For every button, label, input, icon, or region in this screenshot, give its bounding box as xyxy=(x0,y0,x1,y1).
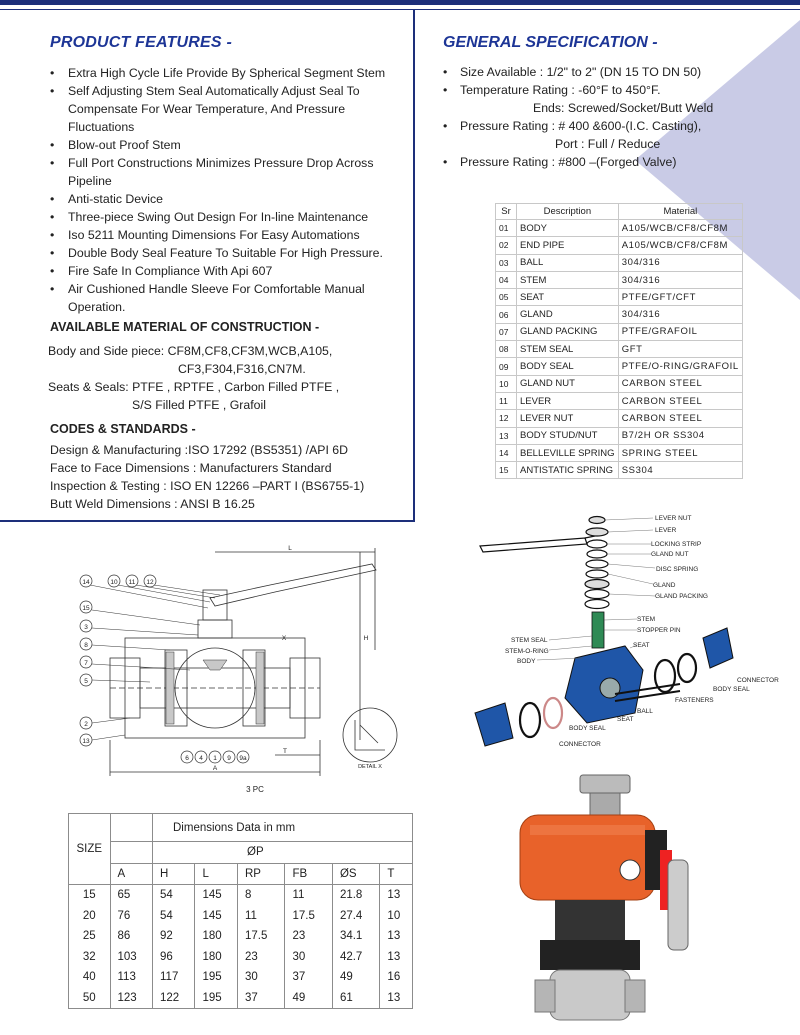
product-features-list xyxy=(50,64,400,316)
dim-cell: 65 xyxy=(110,885,152,906)
callout-3: 3 xyxy=(84,624,88,631)
material-row xyxy=(496,427,743,444)
material-description: LEVER NUT xyxy=(517,410,619,427)
feature-item: • Extra High Cycle Life Provide By Spherical Segment Stem xyxy=(50,64,400,82)
callout-11: 11 xyxy=(128,579,136,586)
material-row xyxy=(496,462,743,479)
label-seat: SEAT xyxy=(633,642,650,649)
dim-cell: 17.5 xyxy=(237,926,284,947)
material-value: 304/316 xyxy=(618,271,742,288)
detail-x-label: DETAIL X xyxy=(358,764,382,770)
material-description: BODY STUD/NUT xyxy=(517,427,619,444)
dimensions-table xyxy=(68,813,413,1009)
dim-cell: 27.4 xyxy=(332,906,379,927)
dim-cell: 145 xyxy=(195,906,237,927)
header-sr: Sr xyxy=(496,204,517,220)
dim-row xyxy=(69,906,413,927)
materials-heading: AVAILABLE MATERIAL OF CONSTRUCTION - xyxy=(50,320,320,334)
code-item: Inspection & Testing : ISO EN 12266 –PART I (BS6755-1) xyxy=(50,479,365,493)
dim-size-cell: 40 xyxy=(69,967,111,988)
dim-cell: 103 xyxy=(110,947,152,968)
dim-group-header: Dimensions Data in mm xyxy=(153,814,413,842)
material-row xyxy=(496,323,743,340)
dim-cell: 96 xyxy=(153,947,195,968)
spec-pressure-casting: • Pressure Rating : # 400 &600-(I.C. Casting), xyxy=(443,117,783,135)
callout-7: 7 xyxy=(84,660,88,667)
material-sr: 08 xyxy=(496,341,517,358)
material-value: B7/2H OR SS304 xyxy=(618,427,742,444)
material-value: SPRING STEEL xyxy=(618,444,742,461)
dim-cell: 117 xyxy=(153,967,195,988)
dim-size-cell: 25 xyxy=(69,926,111,947)
dim-cell: 49 xyxy=(285,988,332,1009)
dim-cell: 34.1 xyxy=(332,926,379,947)
dim-row xyxy=(69,926,413,947)
header-description: Description xyxy=(517,204,619,220)
spec-ends: Ends: Screwed/Socket/Butt Weld xyxy=(533,101,714,115)
material-value: A105/WCB/CF8/CF8M xyxy=(618,237,742,254)
material-sr: 01 xyxy=(496,220,517,237)
codes-heading: CODES & STANDARDS - xyxy=(50,422,196,436)
dim-size-cell: 50 xyxy=(69,988,111,1009)
material-row xyxy=(496,220,743,237)
dim-row xyxy=(69,967,413,988)
material-description: GLAND NUT xyxy=(517,375,619,392)
code-item: Butt Weld Dimensions : ANSI B 16.25 xyxy=(50,497,255,511)
material-description: BALL xyxy=(517,254,619,271)
feature-item: • Full Port Constructions Minimizes Pressure Drop Across Pipeline xyxy=(50,154,400,190)
dim-cell: 17.5 xyxy=(285,906,332,927)
dim-size-cell: 20 xyxy=(69,906,111,927)
col-l: L xyxy=(195,863,237,885)
label-stem-o-ring: STEM-O-RING xyxy=(505,648,549,655)
material-value: GFT xyxy=(618,341,742,358)
dim-cell: 13 xyxy=(380,988,413,1009)
callout-10: 10 xyxy=(110,579,118,586)
dim-cell: 23 xyxy=(237,947,284,968)
material-row xyxy=(496,306,743,323)
label-gland: GLAND xyxy=(653,582,676,589)
dim-cell: 54 xyxy=(153,885,195,906)
label-connector: CONNECTOR xyxy=(737,677,779,684)
material-value: CARBON STEEL xyxy=(618,375,742,392)
dim-size-cell: 15 xyxy=(69,885,111,906)
col-fb: FB xyxy=(285,863,332,885)
material-row xyxy=(496,289,743,306)
material-description: LEVER xyxy=(517,392,619,409)
material-description: END PIPE xyxy=(517,237,619,254)
dim-size-cell: 32 xyxy=(69,947,111,968)
dim-cell: 13 xyxy=(380,947,413,968)
dim-label-l: L xyxy=(288,545,292,552)
callout-8: 8 xyxy=(84,642,88,649)
callout-13: 13 xyxy=(82,738,90,745)
feature-item: • Air Cushioned Handle Sleeve For Comfortable Manual Operation. xyxy=(50,280,400,316)
feature-item: • Iso 5211 Mounting Dimensions For Easy Automations xyxy=(50,226,400,244)
dim-cell: 42.7 xyxy=(332,947,379,968)
dim-cell: 145 xyxy=(195,885,237,906)
material-row xyxy=(496,392,743,409)
dim-cell: 122 xyxy=(153,988,195,1009)
material-sr: 05 xyxy=(496,289,517,306)
size-header: SIZE xyxy=(69,814,111,885)
callout-4: 4 xyxy=(199,755,203,762)
material-sr: 02 xyxy=(496,237,517,254)
sectional-drawing xyxy=(70,540,420,800)
material-sr: 04 xyxy=(496,271,517,288)
dim-cell: 86 xyxy=(110,926,152,947)
dim-cell: 92 xyxy=(153,926,195,947)
dim-cell: 11 xyxy=(237,906,284,927)
callout-5: 5 xyxy=(84,678,88,685)
dim-row xyxy=(69,947,413,968)
material-sr: 10 xyxy=(496,375,517,392)
material-description: BODY xyxy=(517,220,619,237)
label-gland-packing: GLAND PACKING xyxy=(655,593,708,600)
material-value: 304/316 xyxy=(618,306,742,323)
material-sr: 07 xyxy=(496,323,517,340)
material-description: BELLEVILLE SPRING xyxy=(517,444,619,461)
material-table-header xyxy=(496,204,743,220)
material-row xyxy=(496,444,743,461)
label-stem: STEM xyxy=(637,616,656,623)
dim-cell: 49 xyxy=(332,967,379,988)
spec-port: Port : Full / Reduce xyxy=(555,137,661,151)
dim-label-x: X xyxy=(281,635,287,642)
material-value: CARBON STEEL xyxy=(618,410,742,427)
dim-cell: 195 xyxy=(195,988,237,1009)
dim-cell: 37 xyxy=(285,967,332,988)
label-connector-2: CONNECTOR xyxy=(559,741,601,748)
feature-item: • Self Adjusting Stem Seal Automatically Adjust Seal To Compensate For Wear Temperature, And Pressure Fluctuations xyxy=(50,82,400,136)
dim-label-a: A xyxy=(212,765,218,772)
dim-cell: 180 xyxy=(195,926,237,947)
drawing-caption: 3 PC xyxy=(246,785,264,794)
dim-row xyxy=(69,885,413,906)
material-description: STEM xyxy=(517,271,619,288)
materials-seats-line: Seats & Seals: PTFE , RPTFE , Carbon Filled PTFE , xyxy=(48,380,340,394)
dim-cell: 180 xyxy=(195,947,237,968)
material-value: PTFE/GFT/CFT xyxy=(618,289,742,306)
callout-14: 14 xyxy=(82,579,90,586)
material-description: SEAT xyxy=(517,289,619,306)
code-item: Face to Face Dimensions : Manufacturers Standard xyxy=(50,461,332,475)
material-value: SS304 xyxy=(618,462,742,479)
material-description: ANTISTATIC SPRING xyxy=(517,462,619,479)
material-row xyxy=(496,341,743,358)
material-sr: 03 xyxy=(496,254,517,271)
materials-seats-line: S/S Filled PTFE , Grafoil xyxy=(132,398,266,412)
label-body-seal: BODY SEAL xyxy=(713,686,750,693)
material-value: PTFE/GRAFOIL xyxy=(618,323,742,340)
feature-item: • Double Body Seal Feature To Suitable For High Pressure. xyxy=(50,244,400,262)
label-stem-seal: STEM SEAL xyxy=(511,637,548,644)
material-row xyxy=(496,237,743,254)
material-row xyxy=(496,358,743,375)
callout-9a: 9a xyxy=(239,755,247,762)
label-disc-spring: DISC SPRING xyxy=(656,566,699,573)
material-row xyxy=(496,375,743,392)
materials-body-line: Body and Side piece: CF8M,CF8,CF3M,WCB,A105, xyxy=(48,344,333,358)
dim-cell: 37 xyxy=(237,988,284,1009)
material-description: GLAND PACKING xyxy=(517,323,619,340)
dim-columns-row xyxy=(69,863,413,885)
dim-cell: 113 xyxy=(110,967,152,988)
dim-p-header: ØP xyxy=(153,842,413,864)
general-specification-heading: GENERAL SPECIFICATION - xyxy=(443,34,658,51)
label-lever: LEVER xyxy=(655,527,677,534)
dim-cell: 21.8 xyxy=(332,885,379,906)
col-rp: RP xyxy=(237,863,284,885)
material-description: GLAND xyxy=(517,306,619,323)
dim-cell: 10 xyxy=(380,906,413,927)
dim-cell: 23 xyxy=(285,926,332,947)
callout-2: 2 xyxy=(84,721,88,728)
dim-header-row xyxy=(69,814,413,842)
dim-cell: 13 xyxy=(380,926,413,947)
material-row xyxy=(496,254,743,271)
col-t: T xyxy=(380,863,413,885)
col-a: A xyxy=(110,863,152,885)
label-ball: BALL xyxy=(637,708,653,715)
label-body: BODY xyxy=(517,658,536,665)
dim-cell: 30 xyxy=(285,947,332,968)
spec-pressure-forged: • Pressure Rating : #800 –(Forged Valve) xyxy=(443,153,783,171)
code-item: Design & Manufacturing :ISO 17292 (BS5351) /API 6D xyxy=(50,443,349,457)
material-row xyxy=(496,271,743,288)
actuated-valve-photo xyxy=(510,770,705,1028)
material-sr: 15 xyxy=(496,462,517,479)
spec-temperature: • Temperature Rating : -60°F to 450°F. xyxy=(443,81,783,99)
dim-label-h: H xyxy=(363,635,369,642)
dim-cell: 54 xyxy=(153,906,195,927)
label-gland-nut: GLAND NUT xyxy=(651,551,689,558)
dim-cell: 123 xyxy=(110,988,152,1009)
label-lever-nut: LEVER NUT xyxy=(655,515,692,522)
dim-row xyxy=(69,988,413,1009)
dim-cell: 11 xyxy=(285,885,332,906)
dim-cell: 30 xyxy=(237,967,284,988)
header-material: Material xyxy=(618,204,742,220)
dim-cell: 8 xyxy=(237,885,284,906)
label-locking-strip: LOCKING STRIP xyxy=(651,541,702,548)
material-description: STEM SEAL xyxy=(517,341,619,358)
dim-cell: 195 xyxy=(195,967,237,988)
label-body-seal-2: BODY SEAL xyxy=(569,725,606,732)
material-sr: 13 xyxy=(496,427,517,444)
material-table xyxy=(495,203,743,479)
material-description: BODY SEAL xyxy=(517,358,619,375)
top-border xyxy=(0,0,800,5)
dim-cell: 13 xyxy=(380,885,413,906)
product-features-heading: PRODUCT FEATURES - xyxy=(50,34,232,51)
callout-12: 12 xyxy=(146,579,154,586)
callout-6: 6 xyxy=(185,755,189,762)
exploded-view xyxy=(465,508,795,758)
label-fasteners: FASTENERS xyxy=(675,697,714,704)
specification-list xyxy=(443,63,783,171)
callout-1: 1 xyxy=(213,755,217,762)
label-stopper-pin: STOPPER PIN xyxy=(637,627,681,634)
feature-item: • Fire Safe In Compliance With Api 607 xyxy=(50,262,400,280)
label-seat-2: SEAT xyxy=(617,716,634,723)
callout-15: 15 xyxy=(82,605,90,612)
dim-cell: 76 xyxy=(110,906,152,927)
callout-9: 9 xyxy=(227,755,231,762)
dim-cell: 16 xyxy=(380,967,413,988)
col-h: H xyxy=(153,863,195,885)
material-sr: 06 xyxy=(496,306,517,323)
material-value: PTFE/O-RING/GRAFOIL xyxy=(618,358,742,375)
material-sr: 12 xyxy=(496,410,517,427)
materials-text xyxy=(48,342,408,414)
material-value: A105/WCB/CF8/CF8M xyxy=(618,220,742,237)
materials-body-line: CF3,F304,F316,CN7M. xyxy=(178,362,306,376)
feature-item: • Three-piece Swing Out Design For In-line Maintenance xyxy=(50,208,400,226)
material-sr: 09 xyxy=(496,358,517,375)
material-value: CARBON STEEL xyxy=(618,392,742,409)
dim-label-t: T xyxy=(283,748,287,755)
material-row xyxy=(496,410,743,427)
col-s: ØS xyxy=(332,863,379,885)
spec-size: • Size Available : 1/2" to 2" (DN 15 TO DN 50) xyxy=(443,63,783,81)
material-value: 304/316 xyxy=(618,254,742,271)
codes-list xyxy=(50,441,410,513)
feature-item: • Blow-out Proof Stem xyxy=(50,136,400,154)
feature-item: • Anti-static Device xyxy=(50,190,400,208)
material-sr: 11 xyxy=(496,392,517,409)
material-sr: 14 xyxy=(496,444,517,461)
dim-cell: 61 xyxy=(332,988,379,1009)
